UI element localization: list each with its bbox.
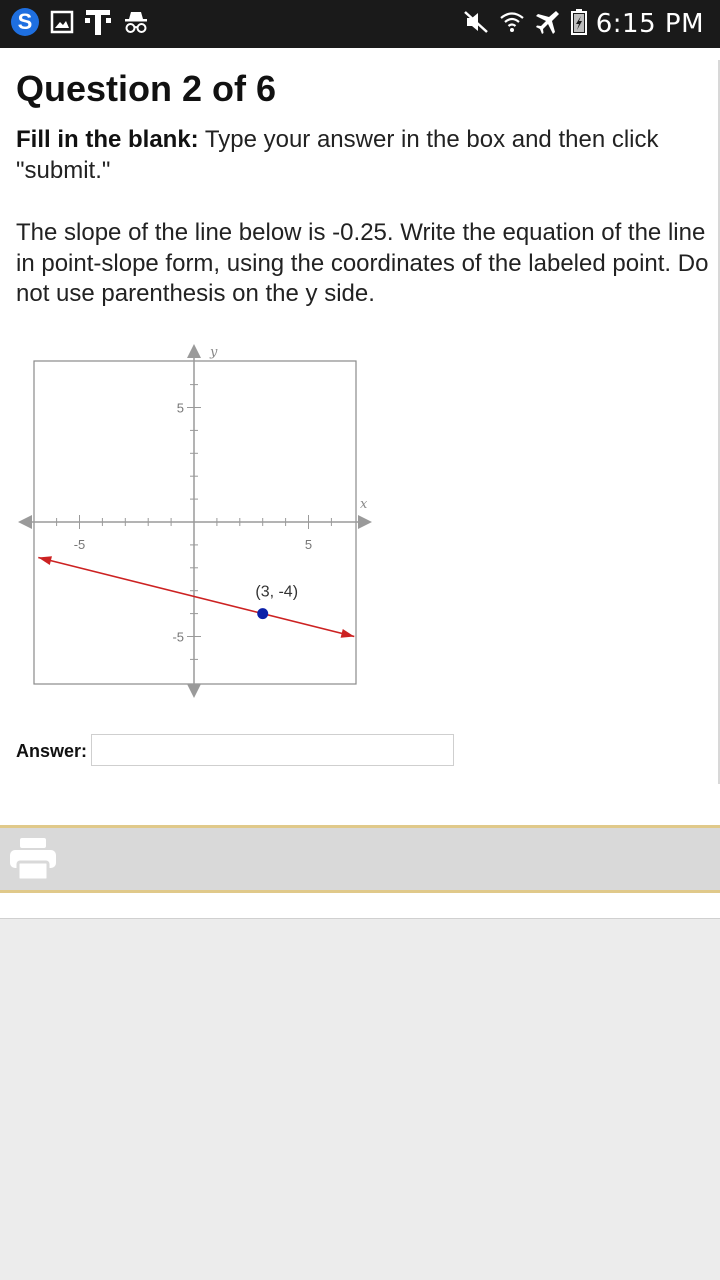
point-label: (3, -4) [255, 583, 299, 601]
status-bar [0, 0, 720, 48]
x-tick-label: 5 [304, 537, 313, 552]
t-mobile-icon [84, 7, 112, 42]
print-button[interactable] [8, 836, 58, 882]
bottom-toolbar [0, 825, 720, 893]
mute-icon [462, 8, 490, 41]
airplane-icon [534, 8, 562, 41]
x-axis-arrow-right [358, 515, 372, 529]
instructions [16, 124, 706, 186]
x-axis-label: x [360, 497, 368, 512]
x-tick-label: -5 [73, 537, 86, 552]
wifi-icon [498, 8, 526, 41]
svg-text:S: S [17, 8, 33, 34]
labeled-point [257, 608, 268, 619]
y-axis-arrow-up [187, 344, 201, 358]
s-app-icon [10, 7, 40, 42]
y-axis-arrow-down [187, 684, 201, 698]
coordinate-graph [16, 342, 376, 702]
toolbar-spacer [0, 893, 720, 919]
question-prompt: The slope of the line below is -0.25. Write the equation of the line in point-slope form, using the coordinates of the labeled point. Do not use parenthesis on the y side. [16, 219, 709, 307]
x-axis-arrow-left [18, 515, 32, 529]
status-time: 6:15 PM [595, 9, 704, 39]
instruction-bold: Fill in the blank: [16, 126, 199, 153]
status-bar-left [10, 8, 150, 40]
incognito-icon [122, 8, 150, 41]
y-axis-label: y [210, 345, 218, 360]
image-icon [50, 10, 74, 39]
status-bar-right [462, 8, 704, 40]
answer-input[interactable] [91, 734, 454, 766]
y-tick-label: -5 [172, 629, 184, 645]
page-title: Question 2 of 6 [16, 68, 277, 109]
print-icon [8, 836, 58, 882]
battery-icon [570, 8, 588, 41]
answer-label: Answer: [16, 741, 88, 761]
y-tick-label: 5 [176, 400, 184, 416]
instruction-text: Type your answer in the box and then click "submit." [16, 126, 659, 184]
